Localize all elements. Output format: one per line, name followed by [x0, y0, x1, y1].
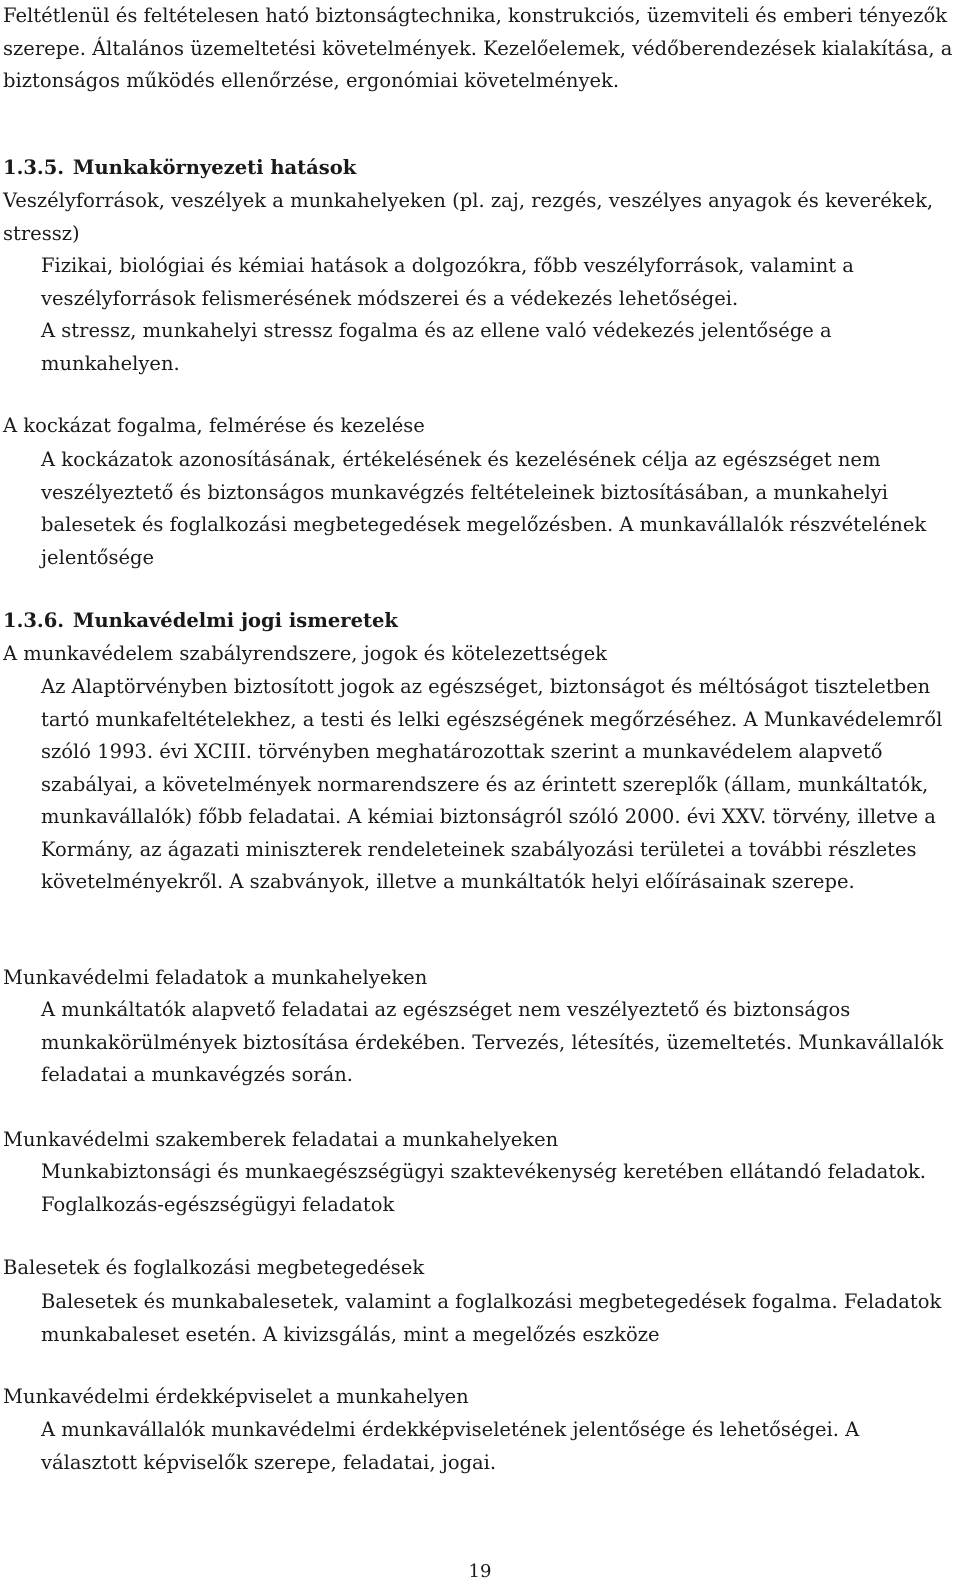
section-title: Munkakörnyezeti hatások: [72, 156, 357, 179]
section-number: 1.3.5.: [3, 156, 65, 179]
section-title: Munkavédelmi jogi ismeretek: [72, 609, 398, 632]
topic-heading: A munkavédelem szabályrendszere, jogok és kötelezettségek: [3, 642, 607, 665]
topic-heading: Munkavédelmi szakemberek feladatai a munkahelyeken: [3, 1128, 559, 1151]
topic-heading: Veszélyforrások, veszélyek a munkahelyeken (pl. zaj, rezgés, veszélyes anyagok és keverékek, stressz): [3, 189, 934, 245]
topic-description: Az Alaptörvényben biztosított jogok az egészséget, biztonságot és méltóságot tiszteletben tartó munkafeltételekhez, a testi és lelki egészségének megőrzéséhez. A Munkavédelemről szóló 1993. évi XCIII. törvényben meghatározottak szerint a munkavédelem alapvető szabályai, a követelmények normarendszere és az érintett szereplők (állam, munkáltatók, munkavállalók) főbb feladatai. A kémiai biztonságról szóló 2000. évi XXV. törvény, illetve a Kormány, az ágazati miniszterek rendeleteinek szabályozási területei a további részletes követelményekről. A szabványok, illetve a munkáltatók helyi előírásainak szerepe.: [41, 675, 943, 893]
topic-heading: Balesetek és foglalkozási megbetegedések: [3, 1256, 425, 1279]
topic-description: A kockázatok azonosításának, értékelésének és kezelésének célja az egészséget nem veszélyeztető és biztonságos munkavégzés feltételeinek biztosításában, a munkahelyi balesetek és foglalkozási megbetegedések megelőzésben. A munkavállalók részvételének jelentősége: [41, 448, 927, 569]
intro-paragraph: Feltétlenül és feltételesen ható biztonságtechnika, konstrukciós, üzemviteli és emberi tényezők szerepe. Általános üzemeltetési követelmények. Kezelőelemek, védőberendezések kialakítása, a biztonságos működés ellenőrzése, ergonómiai követelmények.: [3, 4, 953, 92]
topic-description: A munkavállalók munkavédelmi érdekképviseletének jelentősége és lehetőségei. A választott képviselők szerepe, feladatai, jogai.: [41, 1418, 860, 1474]
topic-description: A stressz, munkahelyi stressz fogalma és az ellene való védekezés jelentősége a munkahelyen.: [41, 319, 832, 375]
page-number: 19: [468, 1561, 492, 1582]
topic-heading: A kockázat fogalma, felmérése és kezelése: [3, 414, 425, 437]
section-number: 1.3.6.: [3, 609, 65, 632]
topic-heading: Munkavédelmi feladatok a munkahelyeken: [3, 966, 428, 989]
topic-heading: Munkavédelmi érdekképviselet a munkahelyen: [3, 1385, 469, 1408]
topic-description: Fizikai, biológiai és kémiai hatások a dolgozókra, főbb veszélyforrások, valamint a veszélyforrások felismerésének módszerei és a védekezés lehetőségei.: [41, 254, 854, 310]
topic-description: A munkáltatók alapvető feladatai az egészséget nem veszélyeztető és biztonságos munkakörülmények biztosítása érdekében. Tervezés, létesítés, üzemeltetés. Munkavállalók feladatai a munkavégzés során.: [41, 998, 944, 1086]
topic-description: Balesetek és munkabalesetek, valamint a foglalkozási megbetegedések fogalma. Feladatok munkabaleset esetén. A kivizsgálás, mint a megelőzés eszköze: [41, 1290, 942, 1346]
topic-description: Munkabiztonsági és munkaegészségügyi szaktevékenység keretében ellátandó feladatok. Foglalkozás-egészségügyi feladatok: [41, 1160, 926, 1216]
section-heading-1-3-5: [3, 152, 953, 185]
section-heading-1-3-6: [3, 605, 953, 638]
